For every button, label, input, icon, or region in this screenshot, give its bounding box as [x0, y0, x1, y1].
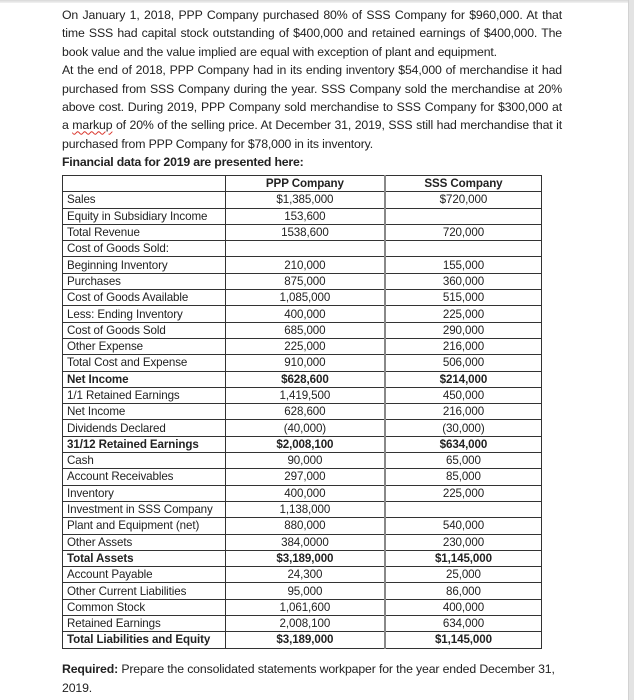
- row-label: Cost of Goods Sold:: [63, 241, 226, 257]
- table-row: [63, 453, 542, 469]
- ppp-value: $628,600: [225, 371, 385, 387]
- sss-value: 155,000: [385, 257, 542, 273]
- ppp-value: 297,000: [225, 469, 385, 485]
- row-label: Less: Ending Inventory: [63, 306, 226, 322]
- row-label: Dividends Declared: [63, 420, 226, 436]
- ppp-value: 685,000: [225, 322, 385, 338]
- sss-value: 216,000: [385, 338, 542, 354]
- required-text: Prepare the consolidated statements workpaper for the year ended December 31, 2019.: [62, 662, 555, 695]
- spellcheck-flagged-word[interactable]: markup: [72, 118, 113, 133]
- ppp-value: 1,061,600: [225, 599, 385, 615]
- sss-value: 506,000: [385, 355, 542, 371]
- table-row: [63, 550, 542, 566]
- ppp-value: $3,189,000: [225, 632, 385, 648]
- ppp-value: 875,000: [225, 273, 385, 289]
- table-row: [63, 518, 542, 534]
- ppp-value: 153,600: [225, 208, 385, 224]
- sss-value: 225,000: [385, 306, 542, 322]
- ppp-value: 2,008,100: [225, 616, 385, 632]
- paragraph-text: of 20% of the selling price. At December 31, 2019, SSS still had merchandise that it purchased from PPP Company for $78,000 in its inventory.: [62, 118, 562, 151]
- row-label: Beginning Inventory: [63, 257, 226, 273]
- row-label: Total Assets: [63, 550, 226, 566]
- table-row: [63, 208, 542, 224]
- row-label: Equity in Subsidiary Income: [63, 208, 226, 224]
- ppp-value: 1,138,000: [225, 501, 385, 517]
- table-row: [63, 567, 542, 583]
- scrollbar-track[interactable]: [628, 0, 634, 700]
- ppp-value: 24,300: [225, 567, 385, 583]
- sss-value: (30,000): [385, 420, 542, 436]
- table-header-row: [63, 176, 542, 192]
- ppp-value: 910,000: [225, 355, 385, 371]
- sss-value: 86,000: [385, 583, 542, 599]
- row-label: 31/12 Retained Earnings: [63, 436, 226, 452]
- sss-value: $214,000: [385, 371, 542, 387]
- table-row: [63, 257, 542, 273]
- row-label: Inventory: [63, 485, 226, 501]
- sss-value: $634,000: [385, 436, 542, 452]
- ppp-value: (40,000): [225, 420, 385, 436]
- ppp-value: 628,600: [225, 404, 385, 420]
- header-sss-company: SSS Company: [385, 176, 542, 192]
- sss-value: $1,145,000: [385, 632, 542, 648]
- ppp-value: 880,000: [225, 518, 385, 534]
- ppp-value: 400,000: [225, 485, 385, 501]
- row-label: Account Payable: [63, 567, 226, 583]
- table-row: [63, 322, 542, 338]
- ppp-value: 400,000: [225, 306, 385, 322]
- ppp-value: 95,000: [225, 583, 385, 599]
- ppp-value: 90,000: [225, 453, 385, 469]
- ppp-value: 1538,600: [225, 224, 385, 240]
- table-row: [63, 436, 542, 452]
- sss-value: 65,000: [385, 453, 542, 469]
- row-label: Total Liabilities and Equity: [63, 632, 226, 648]
- ppp-value: $3,189,000: [225, 550, 385, 566]
- intro-paragraph-1: On January 1, 2018, PPP Company purchased 80% of SSS Company for $960,000. At that time SSS had capital stock outstanding of $400,000 and retained earnings of $400,000. The book value and the value implied are equal with exception of plant and equipment.: [62, 8, 562, 59]
- financial-data-table: [62, 175, 542, 649]
- row-label: Total Cost and Expense: [63, 355, 226, 371]
- table-row: [63, 583, 542, 599]
- row-label: Common Stock: [63, 599, 226, 615]
- ppp-value: 225,000: [225, 338, 385, 354]
- table-row: [63, 241, 542, 257]
- financial-data-label: Financial data for 2019 are presented here:: [62, 155, 304, 170]
- sss-value: 540,000: [385, 518, 542, 534]
- ppp-value: $2,008,100: [225, 436, 385, 452]
- row-label: Account Receivables: [63, 469, 226, 485]
- sss-value: 634,000: [385, 616, 542, 632]
- row-label: Plant and Equipment (net): [63, 518, 226, 534]
- sss-value: 85,000: [385, 469, 542, 485]
- table-row: [63, 534, 542, 550]
- table-row: [63, 404, 542, 420]
- header-ppp-company: PPP Company: [225, 176, 385, 192]
- row-label: Other Expense: [63, 338, 226, 354]
- row-label: Other Current Liabilities: [63, 583, 226, 599]
- table-row: [63, 371, 542, 387]
- table-row: [63, 616, 542, 632]
- row-label: Cash: [63, 453, 226, 469]
- sss-value: 450,000: [385, 387, 542, 403]
- row-label: Retained Earnings: [63, 616, 226, 632]
- required-label: Required:: [62, 662, 119, 676]
- row-label: Net Income: [63, 371, 226, 387]
- ppp-value: 210,000: [225, 257, 385, 273]
- sss-value: $720,000: [385, 192, 542, 208]
- ppp-value: 1,085,000: [225, 290, 385, 306]
- sss-value: 720,000: [385, 224, 542, 240]
- table-row: [63, 599, 542, 615]
- paragraph-text: At the end of 2018, PPP Company had in its ending inventory $54,000 of merchandise it had purchased from SSS Company during the year. SSS Company sold the merchandise at 20% above cost. During 2019, PPP Company sold merchandise to SSS Company for $300,000 at a: [62, 63, 562, 133]
- ppp-value: 384,0000: [225, 534, 385, 550]
- table-row: [63, 224, 542, 240]
- document-body: [62, 6, 562, 171]
- row-label: Total Revenue: [63, 224, 226, 240]
- ppp-value: $1,385,000: [225, 192, 385, 208]
- sss-value: $1,145,000: [385, 550, 542, 566]
- sss-value: 290,000: [385, 322, 542, 338]
- table-row: [63, 290, 542, 306]
- sss-value: 515,000: [385, 290, 542, 306]
- sss-value: 25,000: [385, 567, 542, 583]
- row-label: Net Income: [63, 404, 226, 420]
- row-label: Cost of Goods Sold: [63, 322, 226, 338]
- required-instruction: [62, 660, 562, 698]
- sss-value: [385, 501, 542, 517]
- row-label: Purchases: [63, 273, 226, 289]
- table-row: [63, 632, 542, 648]
- sss-value: 400,000: [385, 599, 542, 615]
- row-label: Other Assets: [63, 534, 226, 550]
- sss-value: [385, 241, 542, 257]
- row-label: Investment in SSS Company: [63, 501, 226, 517]
- table-row: [63, 338, 542, 354]
- table-row: [63, 306, 542, 322]
- ppp-value: 1,419,500: [225, 387, 385, 403]
- table-row: [63, 355, 542, 371]
- row-label: Cost of Goods Available: [63, 290, 226, 306]
- sss-value: [385, 208, 542, 224]
- ppp-value: [225, 241, 385, 257]
- header-blank: [63, 176, 226, 192]
- sss-value: 225,000: [385, 485, 542, 501]
- table-row: [63, 469, 542, 485]
- sss-value: 360,000: [385, 273, 542, 289]
- window-top-edge: [0, 0, 634, 3]
- row-label: Sales: [63, 192, 226, 208]
- table-row: [63, 387, 542, 403]
- table-row: [63, 501, 542, 517]
- sss-value: 216,000: [385, 404, 542, 420]
- table-row: [63, 420, 542, 436]
- sss-value: 230,000: [385, 534, 542, 550]
- table-row: [63, 192, 542, 208]
- row-label: 1/1 Retained Earnings: [63, 387, 226, 403]
- table-row: [63, 273, 542, 289]
- table-row: [63, 485, 542, 501]
- intro-paragraph-2: [62, 61, 562, 153]
